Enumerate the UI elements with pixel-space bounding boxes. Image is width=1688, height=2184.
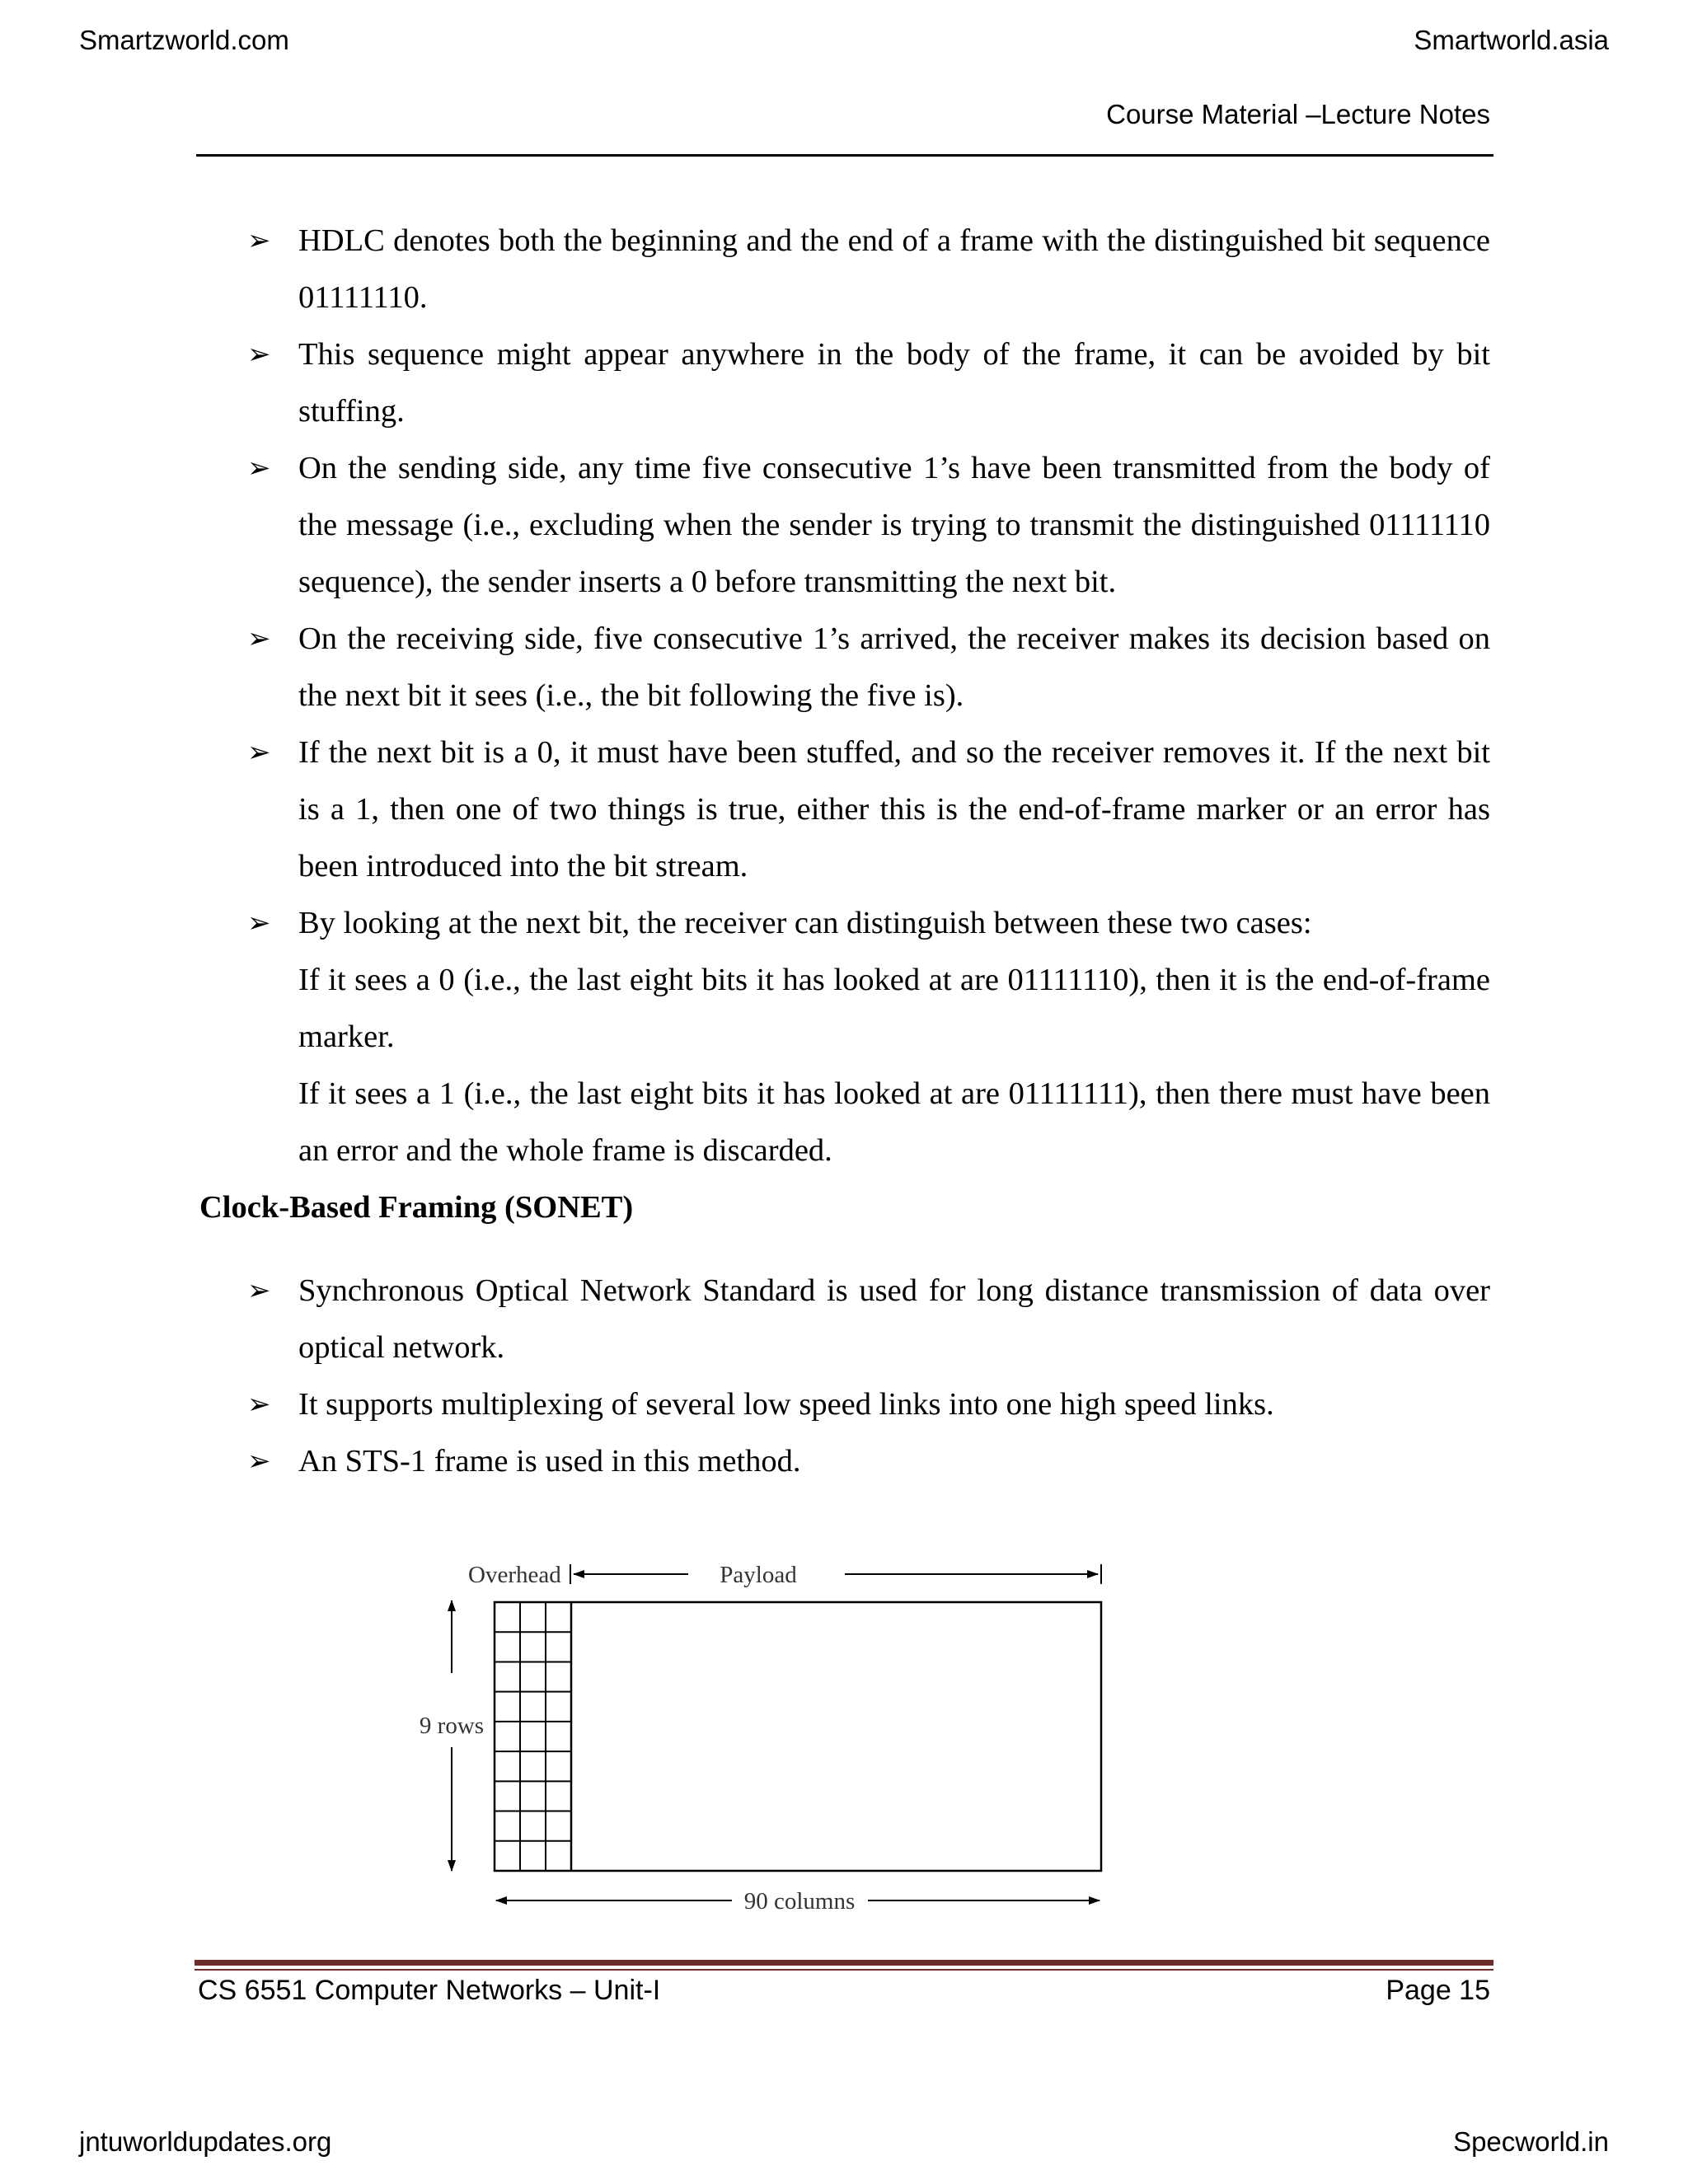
arrow-bullet-icon: ➢ xyxy=(247,1388,271,1421)
footer-divider xyxy=(195,1960,1493,1966)
list-item: ➢ It supports multiplexing of several low speed links into one high speed links. xyxy=(198,1376,1490,1433)
arrow-bullet-icon: ➢ xyxy=(247,452,271,485)
list-item: ➢ This sequence might appear anywhere in the body of the frame, it can be avoided by bit stuffing. xyxy=(198,326,1490,440)
arrow-bullet-icon: ➢ xyxy=(247,1274,271,1307)
sts1-frame-figure xyxy=(412,1549,1121,1920)
list-item: ➢ Synchronous Optical Network Standard is used for long distance transmission of data over optical network. xyxy=(198,1263,1490,1376)
list-item: ➢ If the next bit is a 0, it must have been stuffed, and so the receiver removes it. If the next bit is a 1, then one of two things is true, either this is the end-of-frame marker or an error has been introduced into the bit stream. xyxy=(198,724,1490,895)
payload-label: Payload xyxy=(720,1562,797,1588)
header-divider xyxy=(196,154,1493,157)
watermark-top-right: Smartworld.asia xyxy=(1414,25,1609,55)
overhead-label: Overhead xyxy=(468,1562,561,1588)
list-item: ➢ HDLC denotes both the beginning and the end of a frame with the distinguished bit sequence 01111110. xyxy=(198,213,1490,326)
page-body xyxy=(198,213,1490,1490)
arrow-bullet-icon: ➢ xyxy=(247,338,271,371)
columns-label: 90 columns xyxy=(743,1888,856,1915)
list-item: ➢ An STS-1 frame is used in this method. xyxy=(198,1433,1490,1490)
sub-paragraph-one-case: If it sees a 1 (i.e., the last eight bits it has looked at are 01111111), then there must have been an error and the whole frame is discarded. xyxy=(298,1076,1490,1168)
hdlc-bullet-list xyxy=(198,213,1490,1179)
arrow-bullet-icon: ➢ xyxy=(247,622,271,655)
list-item: ➢ By looking at the next bit, the receiver can distinguish between these two cases: If it sees a 0 (i.e., the last eight bits it has looked at are 01111110), then it is the end-of-frame marker. If it sees a 1 (i.e., the last eight bits it has looked at are 01111111), then there must have been an error and the whole frame is discarded. xyxy=(198,895,1490,1179)
arrow-bullet-icon: ➢ xyxy=(247,907,271,940)
footer-course: CS 6551 Computer Networks – Unit-I xyxy=(198,1975,661,2006)
watermark-top-left: Smartzworld.com xyxy=(79,25,289,55)
footer-page-number: Page 15 xyxy=(1386,1975,1490,2006)
page-header-title: Course Material –Lecture Notes xyxy=(1106,99,1490,129)
sub-paragraph-zero-case: If it sees a 0 (i.e., the last eight bits it has looked at are 01111110), then it is the end-of-frame marker. xyxy=(298,963,1490,1054)
frame-outline xyxy=(495,1602,1101,1871)
section-heading: Clock-Based Framing (SONET) xyxy=(199,1190,634,1225)
sts1-frame-diagram xyxy=(412,1549,1121,1920)
rows-label: 9 rows xyxy=(419,1713,485,1739)
list-item: ➢ On the sending side, any time five consecutive 1’s have been transmitted from the body of the message (i.e., excluding when the sender is trying to transmit the distinguished 01111110 sequence), the sender inserts a 0 before transmitting the next bit. xyxy=(198,440,1490,611)
arrow-bullet-icon: ➢ xyxy=(247,1445,271,1478)
arrow-bullet-icon: ➢ xyxy=(247,736,271,769)
footer-divider-thin xyxy=(195,1969,1493,1971)
watermark-bottom-left: jntuworldupdates.org xyxy=(79,2126,332,2157)
sonet-bullet-list xyxy=(198,1263,1490,1490)
arrow-bullet-icon: ➢ xyxy=(247,224,271,257)
watermark-bottom-right: Specworld.in xyxy=(1453,2126,1609,2157)
list-item: ➢ On the receiving side, five consecutive 1’s arrived, the receiver makes its decision based on the next bit it sees (i.e., the bit following the five is). xyxy=(198,611,1490,724)
overhead-grid xyxy=(495,1602,571,1871)
